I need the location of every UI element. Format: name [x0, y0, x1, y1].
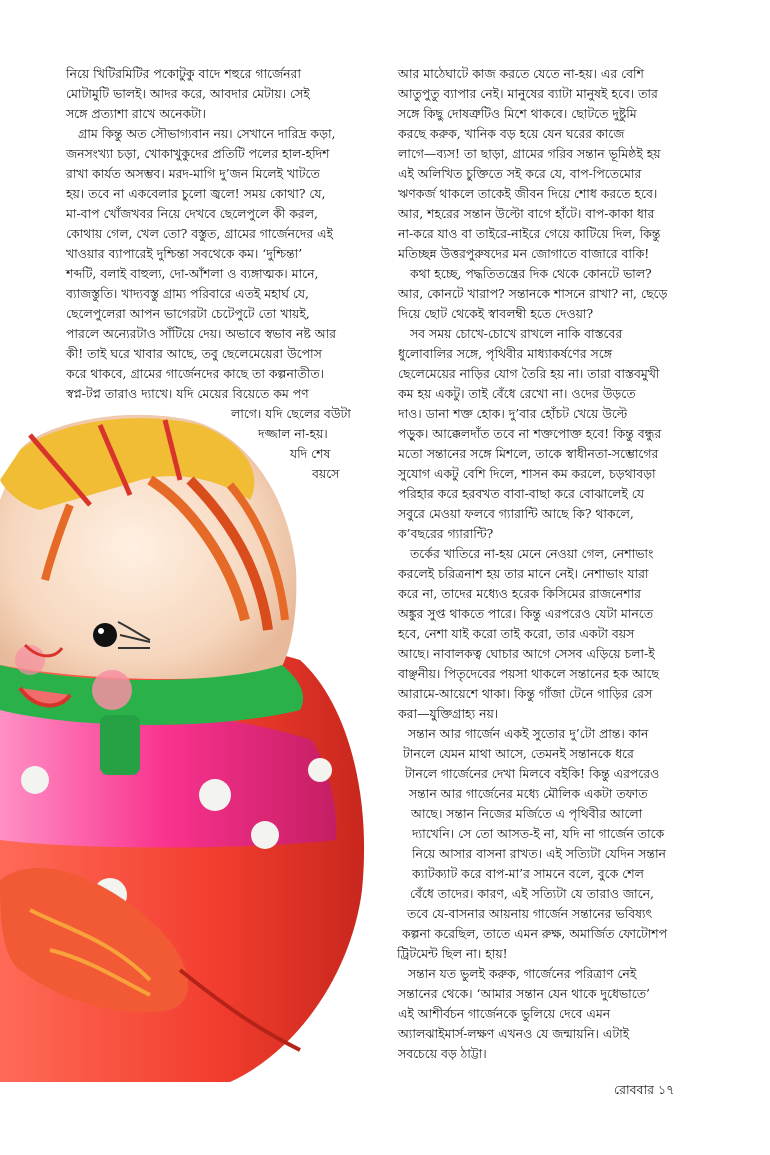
- right-column-line: সুযোগ একটু বেশি দিলে, শাসন কম করলে, চড়থাবড়া: [398, 466, 656, 481]
- right-column-line: তবে যে-বাসনার আয়নায় গার্জেন সন্তানের ভবিষ্যৎ: [407, 906, 653, 921]
- right-column-line: দ্যাখেনি। সে তো আসত-ই না, যদি না গার্জেন তাকে: [412, 826, 665, 841]
- right-column-line: ছেলেমেয়ের নাড়ির যোগ তৈরি হয় না। তারা বাস্তবমুখী: [398, 366, 660, 381]
- left-column-line: লাগে। যদি ছেলের বউটা: [231, 406, 351, 421]
- right-column-line: ট্রিটমেন্ট ছিল না। হায়!: [397, 946, 508, 961]
- right-column-line: তর্কের খাতিরে না-হয় মেনে নেওয়া গেল, নেশাভাং: [410, 546, 654, 561]
- right-column-line: করা—যুক্তিগ্রাহ্য নয়।: [398, 706, 499, 721]
- left-column-line: পারলে অন্যেরটাও সাঁটিয়ে দেয়। অভাবে স্বভাব নষ্ট আর: [66, 326, 336, 341]
- right-column-line: সন্তানের থেকে। ‘আমার সন্তান যেন থাকে দুধেভাতে’: [398, 986, 650, 1001]
- right-column-line: আর, কোনটে খারাপ? সন্তানকে শাসনে রাখা? না, ছেড়ে: [398, 286, 668, 301]
- right-column-line: পরিহার করে হরবখত বাবা-বাছা করে বোঝালেই যে: [398, 486, 644, 501]
- left-column-line: হয়। তবে না একবেলার চুলো জ্বলে! সময় কোথা? যে,: [66, 186, 326, 201]
- left-column-line: জনসংখ্যা চড়া, খোকাখুকুদের প্রতিটি পলের হাল-হদিশ: [66, 146, 330, 161]
- doll-cheek: [92, 670, 132, 710]
- left-column-line: কী! তাই ঘরে খাবার আছে, তবু ছেলেমেয়েরা উপোস: [66, 346, 322, 361]
- right-column-line: না-করে যাও বা তাইরে-নাইরে গেয়ে কাটিয়ে দিল, কিন্তু: [398, 226, 661, 241]
- left-column-line: খাওয়ার ব্যাপারেই দুশ্চিন্তা সবথেকে কম। ‘দুশ্চিন্তা’: [66, 246, 303, 261]
- right-column-line: লাগে—ব্যস! তা ছাড়া, গ্রামের গরিব সন্তান ভূমিষ্ঠই হয়: [398, 146, 661, 161]
- left-column-line: শব্দটি, বলাই বাহুল্য, দো-আঁশলা ও ব্যঙ্গাত্মক। মানে,: [66, 266, 319, 281]
- left-column-line: বয়সে: [312, 466, 340, 481]
- right-column-line: টানলে যেমন মাথা আসে, তেমনই সন্তানকে ধরে: [403, 746, 634, 761]
- right-column-line: দাও। ডানা শক্ত হোক। দু’বার হোঁচট খেয়ে উল্টে: [398, 406, 628, 421]
- right-column-line: ঋণকর্জ থাকলে তাকেই জীবন দিয়ে শোধ করতে হবে।: [398, 186, 658, 201]
- right-column-line: ধুলোবালির সঙ্গে, পৃথিবীর মাধ্যাকর্ষণের সঙ্গে: [398, 346, 612, 361]
- left-column-line: ছেলেপুলেরা আপন ভাগেরটা চেটেপুটে তো খায়ই,: [66, 306, 310, 321]
- doll-eye: [93, 623, 117, 647]
- right-column-line: কম হয় একটু। তাই বেঁধে রেখো না। ওদের উড়তে: [398, 386, 636, 401]
- left-column-line: যদি শেষ: [290, 446, 331, 461]
- right-column-line: নিয়ে আসার বাসনা রাখত। এই সত্যিটা যেদিন সন্তান: [412, 846, 666, 861]
- right-column-line: সব সময় চোখে-চোখে রাখলে নাকি বাস্তবের: [410, 326, 623, 341]
- right-column-line: আছে। নাবালকত্ব ঘোচার আগে সেসব এড়িয়ে চলা-ই: [398, 646, 655, 661]
- left-column-line: নিয়ে খিটিরমিটির পকোটুকু বাদে শহুরে গার্জেনরা: [66, 66, 301, 81]
- right-column-line: সন্তান আর গার্জেনের মধ্যে মৌলিক একটা তফাত: [409, 786, 648, 801]
- right-column-line: বাঞ্ছনীয়। পিতৃদেবের পয়সা থাকলে সন্তানের হক আছে: [398, 666, 660, 681]
- right-column-line: আর মাঠেঘাটে কাজ করতে যেতে না-হয়। এর বেশি: [398, 66, 644, 81]
- left-column-line: দজ্জাল না-হয়।: [258, 426, 328, 441]
- left-column-line: ব্যাজস্তুতি। খাদ্যবস্তু গ্রাম্য পরিবারে এতই মহার্ঘ যে,: [66, 286, 309, 301]
- right-column-line: এই অলিখিত চুক্তিতে সই করে যে, বাপ-পিতেমোর: [398, 166, 642, 181]
- right-column-line: আরামে-আয়েশে থাকা। কিন্তু গাঁজা টেনে গাড়ির রেস: [398, 686, 653, 701]
- right-column-line: সন্তান আর গার্জেন একই সুতোর দু’টো প্রান্ত। কান: [408, 726, 649, 741]
- right-column-line: ক্যাটক্যাট করে বাপ-মা’র সামনে বলে, বুকে শেল: [412, 866, 644, 881]
- left-column-line: করে থাকবে, গ্রামের গার্জেনদের কাছে তা কল্পনাতীত।: [66, 366, 324, 381]
- right-column-line: সবচেয়ে বড় ঠাট্টা।: [398, 1046, 487, 1061]
- right-column-line: টানলে গার্জেনের দেখা মিলবে বইকি! কিন্তু এরপরেও: [405, 766, 660, 781]
- right-column-line: ক’বছরের গ্যারান্টি?: [398, 526, 494, 541]
- left-column-line: মোটামুটি ভালই। আদর করে, আবদার মেটায়। সেই: [66, 86, 310, 101]
- right-column-line: দিয়ে ছোট থেকেই স্বাবলম্বী হতে দেওয়া?: [398, 306, 594, 321]
- left-column-line: মা-বাপ খোঁজখবর নিয়ে দেখবে ছেলেপুলে কী করল,: [66, 206, 318, 221]
- right-column-line: অ্যালঝাইমার্স-লক্ষণ এখনও যে জন্মায়নি। এটাই: [398, 1026, 630, 1041]
- left-column-line: গ্রাম কিন্তু অত সৌভাগ্যবান নয়। সেখানে দারিদ্র কড়া,: [78, 126, 336, 141]
- right-column-line: মতিচ্ছন্ন উত্তরপুরুষদের মন জোগাতে বাজারে বাকি!: [398, 246, 650, 261]
- right-column-line: সবুরে মেওয়া ফলবে গ্যারান্টি আছে কি? থাকলে,: [398, 506, 634, 521]
- right-column-line: মতো সন্তানের সঙ্গে মিশলে, তাকে স্বাধীনতা-সম্ভোগের: [398, 446, 659, 461]
- right-column-line: করছে করুক, খানিক বড় হয়ে যেন ঘরের কাজে: [398, 126, 625, 141]
- right-column-line: আছে। সন্তান নিজের মর্জিতে এ পৃথিবীর আলো: [411, 806, 643, 821]
- right-column-line: কল্পনা করেছিল, তাতে এমন রুক্ষ, অমার্জিত ফোটোশপ: [402, 926, 668, 941]
- right-column-line: সন্তান যত ভুলই করুক, গার্জেনের পরিত্রাণ নেই: [408, 966, 637, 981]
- matryoshka-doll-image: [0, 410, 372, 1082]
- right-column-line: বেঁধে তাদের। কারণ, এই সত্যিটা যে তারাও জানে,: [410, 886, 654, 901]
- right-column-line: হবে, নেশা যাই করো তাই করো, তার একটা বয়স: [398, 626, 635, 641]
- left-column-line: রাখা কার্যত অসম্ভব। মরদ-মাগি দু’জন মিলেই খাটতে: [66, 166, 320, 181]
- right-column-line: করলেই চরিত্রনাশ হয় তার মানে নেই। নেশাভাং যারা: [398, 566, 649, 581]
- page-footer: রোববার ১৭: [614, 1082, 675, 1097]
- right-column-line: করে না, তাদের মধ্যেও হরেক কিসিমের রাজনেশার: [398, 586, 641, 601]
- right-column-line: অঙ্কুর সুপ্ত থাকতে পারে। কিন্তু এরপরেও যেটা মানতে: [398, 606, 653, 621]
- left-column-line: সঙ্গে প্রত্যাশা রাখে অনেকটা।: [66, 106, 206, 121]
- right-column-line: কথা হচ্ছে, পদ্ধতিতন্ত্রের দিক থেকে কোনটে ভাল?: [410, 266, 652, 281]
- left-column-line: কোথায় গেল, খেল তো? বস্তুত, গ্রামের গার্জেনদের এই: [66, 226, 333, 241]
- left-column-line: স্বপ্ন-টপ্ন তারাও দ্যাখে। যদি মেয়ের বিয়েতে কম পণ: [66, 386, 309, 401]
- right-column-line: আর, শহরের সন্তান উল্টো বাগে হাঁটে। বাপ-কাকা ধার: [398, 206, 655, 221]
- right-column-line: এই আশীর্বচন গার্জেনকে ভুলিয়ে দেবে এমন: [398, 1006, 611, 1021]
- right-column-line: সঙ্গে কিছু দোষত্রুটিও মিশে থাকবে। ছোটতে দুষ্টুমি: [398, 106, 637, 121]
- right-column-line: পড়ুক। আক্কেলদাঁত তবে না শক্তপোক্ত হবে! কিন্তু বন্ধুর: [398, 426, 662, 441]
- right-column-line: আতুপুতু ব্যাপার নেই। মানুষের ব্যাটা মানুষই হবে। তার: [398, 86, 658, 101]
